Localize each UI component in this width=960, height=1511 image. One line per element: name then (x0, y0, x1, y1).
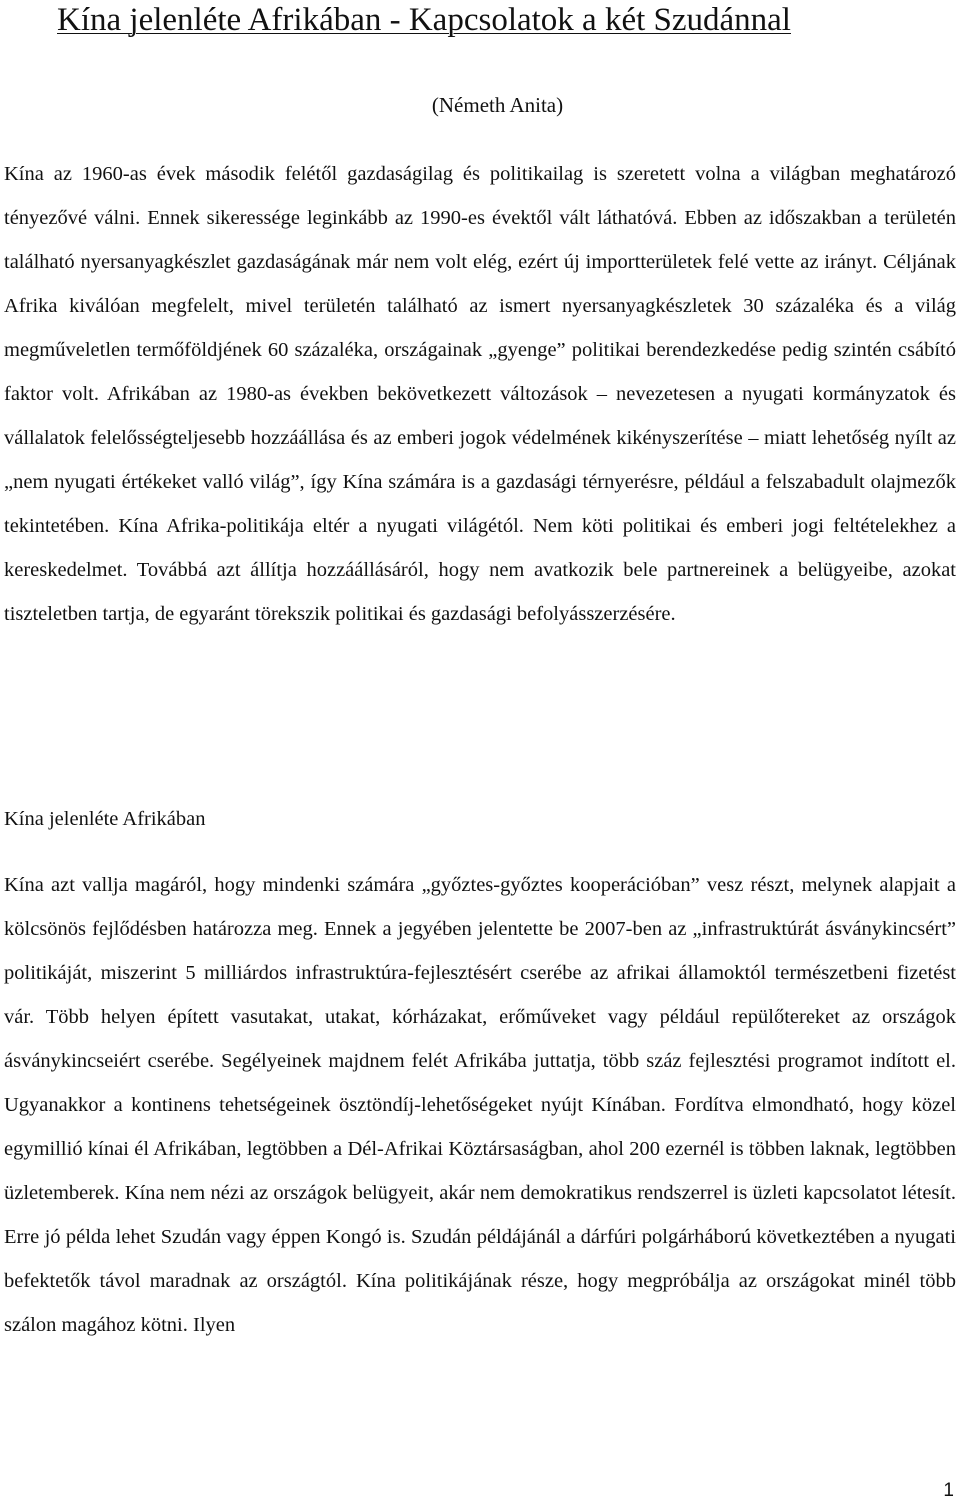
section-heading: Kína jelenléte Afrikában (4, 808, 206, 830)
author-line: (Németh Anita) (431, 93, 564, 117)
document-title: Kína jelenléte Afrikában - Kapcsolatok a két Szudánnal (57, 2, 791, 38)
body-paragraph: Kína az 1960-as évek második felétől gazdaságilag és politikailag is szeretett volna a világban meghatározó tényezővé válni. Ennek sikeressége leginkább az 1990-es évektől vált láthatóvá. Ebben az időszakban a területén található nyersanyagkészlet gazdaságának már nem volt elég, ezért új importterületek felé vette az irányt. Céljának Afrika kiválóan megfelelt, mivel területén található az ismert nyersanyagkészletek 30 százaléka és a világ megműveletlen termőföldjének 60 százaléka, országainak „gyenge” politikai berendezkedése pedig szintén csábító faktor volt. Afrikában az 1980-as években bekövetkezett változások – nevezetesen a nyugati kormányzatok és vállalatok felelősségteljesebb hozzáállása és az emberi jogok védelmének kikényszerítése – miatt lehetőség nyílt az „nem nyugati értékeket valló világ”, így Kína számára is a gazdasági térnyerésre, például a felszabadult olajmezők tekintetében. Kína Afrika-politikája eltér a nyugati világétól. Nem köti politikai és emberi jogi feltételekhez a kereskedelmet. Továbbá azt állítja hozzáállásáról, hogy nem avatkozik bele partnereinek a belügyeibe, azokat tiszteletben tartja, de egyaránt törekszik politikai és gazdasági befolyásszerzésére. (4, 163, 956, 625)
page-number: 1 (943, 1480, 954, 1501)
body-paragraph: Kína azt vallja magáról, hogy mindenki számára „győztes-győztes kooperációban” vesz részt, melynek alapjait a kölcsönös fejlődésben határozza meg. Ennek a jegyében jelentette be 2007-ben az „infrastruktúrát ásványkincsért” politikáját, miszerint 5 milliárdos infrastruktúra-fejlesztésért cserébe az afrikai államoktól természetbeni fizetést vár. Több helyen épített vasutakat, utakat, kórházakat, erőműveket vagy például repülőtereket az országok ásványkincseiért cserébe. Segélyeinek majdnem felét Afrikába juttatja, több száz fejlesztési programot indított el. Ugyanakkor a kontinens tehetségeinek ösztöndíj-lehetőségeket nyújt Kínában. Fordítva elmondható, hogy közel egymillió kínai él Afrikában, legtöbben a Dél-Afrikai Köztársaságban, ahol 200 ezernél is többen laknak, legtöbben üzletemberek. Kína nem nézi az országok belügyeit, akár nem demokratikus rendszerrel is üzleti kapcsolatot létesít. Erre jó példa lehet Szudán vagy éppen Kongó is. Szudán példájánál a dárfúri polgárháború következtében a nyugati befektetők távol maradnak az országtól. Kína politikájának része, hogy megpróbálja az országokat minél több szálon magához kötni. Ilyen (4, 874, 956, 1336)
